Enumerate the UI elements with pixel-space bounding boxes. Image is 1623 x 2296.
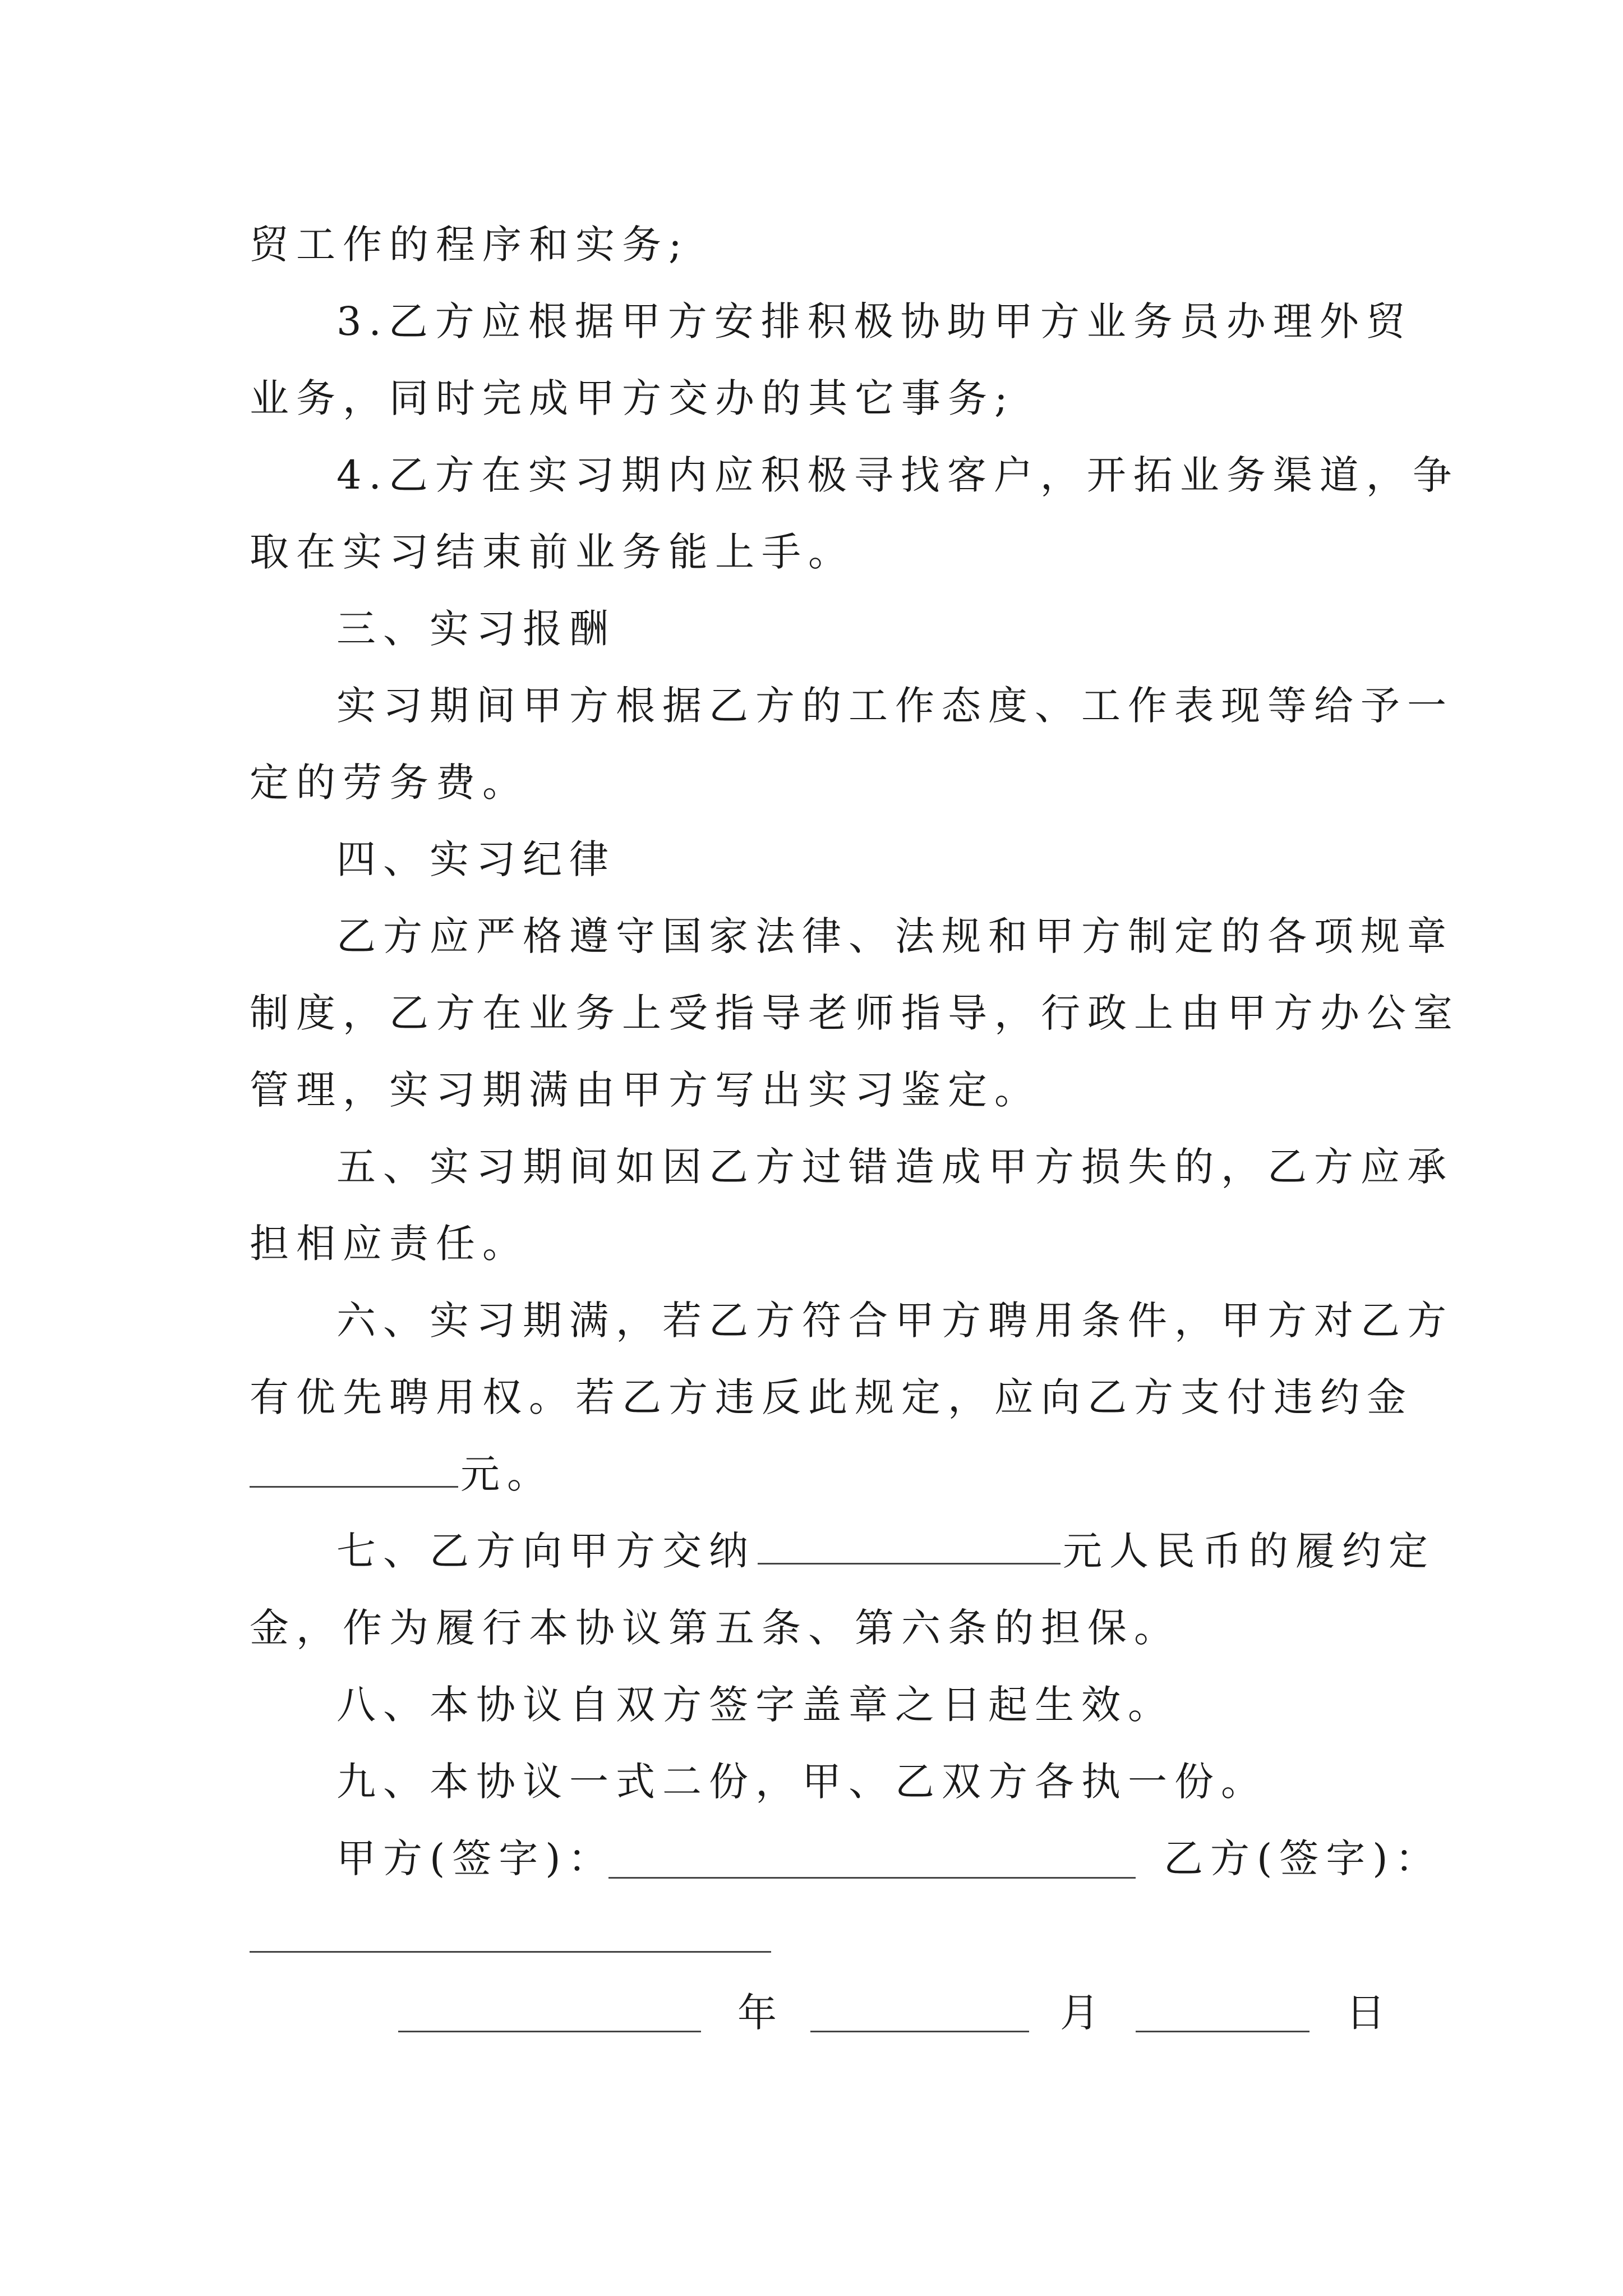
body-line: 六、实习期满，若乙方符合甲方聘用条件，甲方对乙方 [336,1297,1454,1343]
body-line: 八、本协议自双方签字盖章之日起生效。 [336,1682,1174,1728]
body-line: 金，作为履行本协议第五条、第六条的担保。 [250,1605,1181,1651]
body-line: 五、实习期间如因乙方过错造成甲方损失的，乙方应承 [336,1144,1454,1190]
clause7-line [336,1524,1435,1578]
body-line: 担相应责任。 [250,1221,529,1267]
section-heading: 四、实习纪律 [336,836,616,882]
body-line: 管理，实习期满由甲方写出实习鉴定。 [250,1067,1041,1113]
party-a-signature-field[interactable] [608,1877,1136,1879]
body-line: 乙方应严格遵守国家法律、法规和甲方制定的各项规章 [336,913,1454,959]
party-b-signature-field[interactable] [250,1951,771,1953]
deposit-amount-blank[interactable] [758,1528,1061,1565]
body-line: 业务，同时完成甲方交办的其它事务; [250,375,1015,421]
day-label: 日 [1346,1990,1393,2036]
clause7-prefix: 七、乙方向甲方交纳 [336,1528,755,1574]
body-line: 制度，乙方在业务上受指导老师指导，行政上由甲方办公室 [250,990,1460,1036]
body-line: 有优先聘用权。若乙方违反此规定，应向乙方支付违约金 [250,1374,1413,1420]
body-line: 实习期间甲方根据乙方的工作态度、工作表现等给予一 [336,683,1454,729]
body-line: 九、本协议一式二份，甲、乙双方各执一份。 [336,1759,1267,1805]
penalty-amount-line [250,1447,1388,1501]
body-line: 4.乙方在实习期内应积极寻找客户，开拓业务渠道，争 [336,452,1459,498]
year-label: 年 [737,1990,784,2036]
party-b-sign-label: 乙方(签字)： [1164,1835,1442,1881]
month-label: 月 [1060,1990,1106,2036]
penalty-amount-blank[interactable] [250,1451,458,1488]
clause7-suffix: 元人民币的履约定 [1063,1528,1435,1574]
day-blank[interactable] [1136,2031,1310,2032]
year-blank[interactable] [398,2031,701,2032]
body-line: 3.乙方应根据甲方安排积极协助甲方业务员办理外贸 [336,298,1413,344]
section-heading: 三、实习报酬 [336,606,616,652]
body-line: 定的劳务费。 [250,760,529,806]
body-line: 贸工作的程序和实务; [250,222,689,268]
party-a-sign-label: 甲方(签字)： [336,1835,615,1881]
penalty-suffix: 元。 [460,1451,554,1497]
month-blank[interactable] [810,2031,1029,2032]
body-line: 取在实习结束前业务能上手。 [250,529,855,575]
